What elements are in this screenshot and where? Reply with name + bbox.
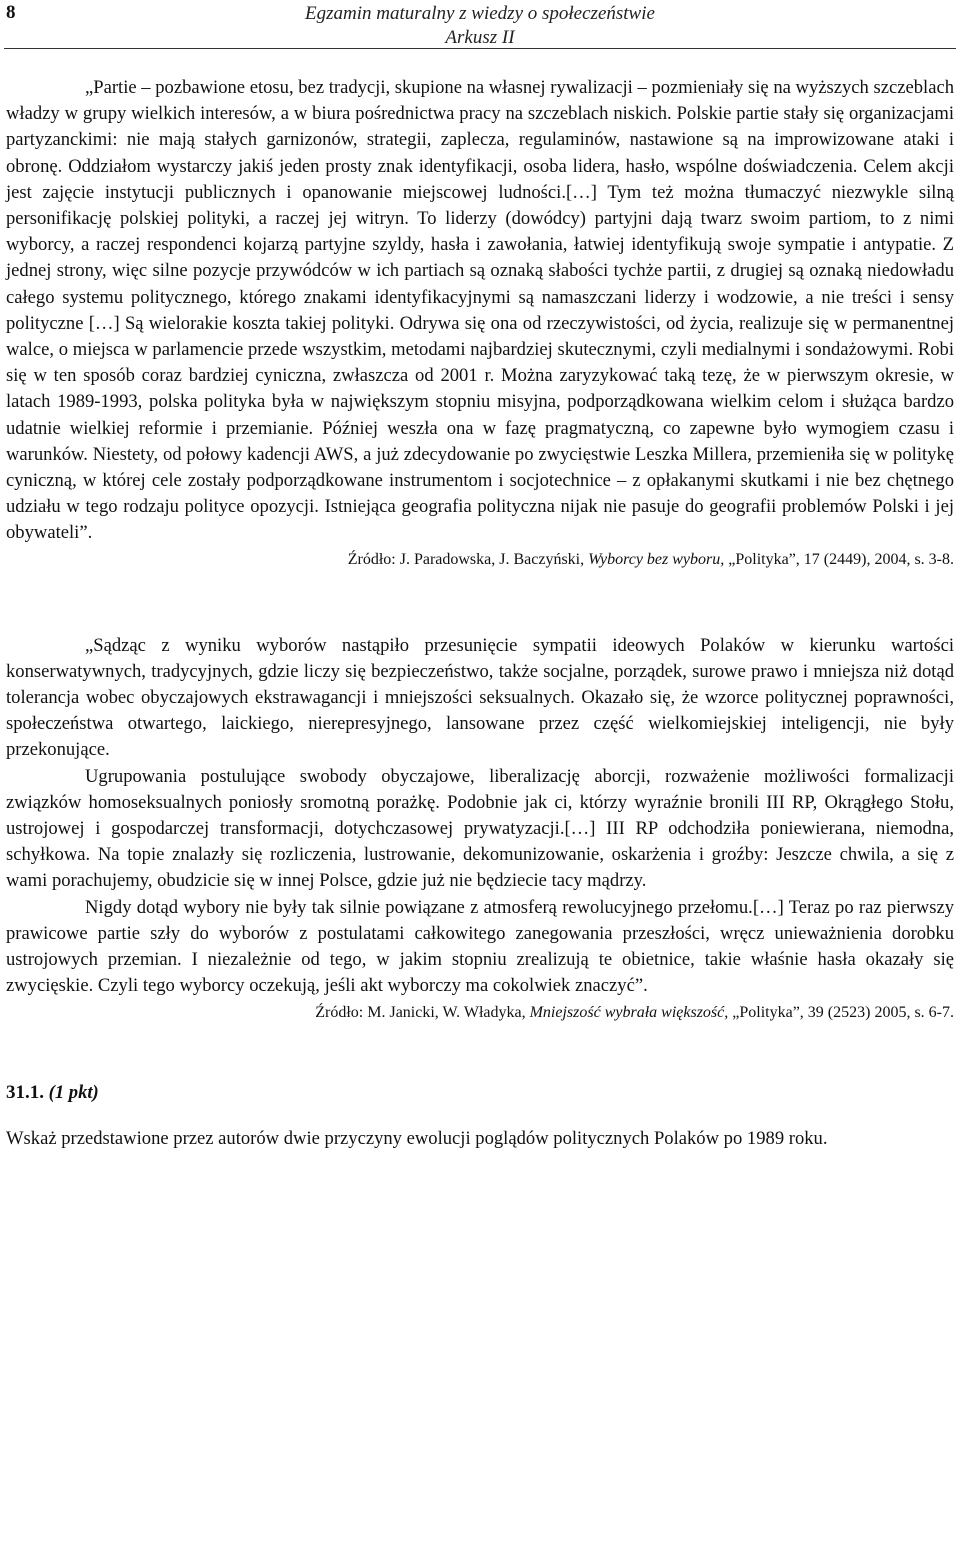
text2-paragraph-3: Nigdy dotąd wybory nie były tak silnie powiązane z atmosferą rewolucyjnego przełomu.[…] Teraz po raz pierwszy prawicowe partie szły do wyborów z postulatami całkowitego zanegowania przeszłości, wręcz unieważnienia dorobku ustrojowych przemian. I niezależnie od tego, w jakim stopniu zrealizują te obietnice, takie właśnie hasła okazały się zwycięskie. Czyli tego wyborcy oczekują, jeśli akt wyborczy ma cokolwiek znaczyć”.: [6, 896, 954, 997]
page-number: 8: [6, 2, 16, 23]
text2-source-prefix: Źródło: M. Janicki, W. Władyka,: [315, 1003, 530, 1021]
text2-source-suffix: „Polityka”, 39 (2523) 2005, s. 6-7.: [728, 1003, 954, 1021]
question-heading: [6, 1080, 954, 1106]
text1-source-prefix: Źródło: J. Paradowska, J. Baczyński,: [347, 550, 589, 568]
question-number: 31.1.: [6, 1081, 44, 1103]
question-text: Wskaż przedstawione przez autorów dwie przyczyny ewolucji poglądów politycznych Polaków po 1989 roku.: [6, 1127, 828, 1149]
text2-paragraph-1: „Sądząc z wyniku wyborów nastąpiło przesunięcie sympatii ideowych Polaków w kierunku wartości konserwatywnych, tradycyjnych, gdzie liczy się bezpieczeństwo, także socjalne, porządek, surowe prawo i mniejsza niż dotąd tolerancja wobec obyczajowych ekstrawagancji i mniejszości seksualnych. Okazało się, że wzorce politycznej poprawności, społeczeństwa otwartego, laickiego, nierepresyjnego, lansowane przez część wielkomiejskiej inteligencji, nie były przekonujące.: [6, 634, 954, 761]
question-points: (1 pkt): [48, 1081, 99, 1103]
text2-source-title: Mniejszość wybrała większość,: [529, 1003, 729, 1021]
text2-paragraph-2: Ugrupowania postulujące swobody obyczajowe, liberalizację aborcji, rozważenie możliwości formalizacji związków homoseksualnych poniosły sromotną porażkę. Podobnie jak ci, którzy wyraźnie bronili III RP, Okrągłego Stołu, ustrojowej i gospodarczej transformacji, dotychczasowej prywatyzacji.[…] III RP odchodziła poniewierana, niemodna, schyłkowa. Na topie znalazły się rozliczenia, lustrowanie, dekomunizowanie, oskarżenia i groźby: Jeszcze chwila, a się z wami porachujemy, obudzicie się w innej Polsce, gdzie już nie będziecie tacy mądrzy.: [6, 765, 954, 892]
page-content: [6, 75, 954, 1152]
text1-body: „Partie – pozbawione etosu, bez tradycji, skupione na własnej rywalizacji – pozmieniały się na wyższych szczeblach władzy w grupy wielkich interesów, a w biura pośrednictwa pracy na szczeblach niskich. Polskie partie stały się organizacjami partyzanckimi: nie mają stałych garnizonów, strategii, zaplecza, regulaminów, nastawione są na improwizowane ataki i obronę. Oddziałom wystarczy jakiś jeden prosty znak identyfikacji, osoba lidera, hasło, wspólne doświadczenia. Celem akcji jest zajęcie instytucji publicznych i opanowanie miejscowej ludności.[…] Tym też można tłumaczyć niezwykle silną personifikację polskiej polityki, a raczej jej witryn. To liderzy (dowódcy) partyjni dają twarz swoim partiom, to z nimi wyborcy, a raczej respondenci kojarzą partyjne szyldy, hasła i zawołania, łatwiej identyfikują swoje sympatie i antypatie. Z jednej strony, więc silne pozycje przywódców w ich partiach są oznaką słabości tychże partii, z drugiej są oznaką niedowładu całego systemu politycznego, którego znakami identyfikacyjnymi są namaszczani liderzy i wodzowie, a nie treści i sensy polityczne […] Są wielorakie koszta takiej polityki. Odrywa się ona od rzeczywistości, od życia, realizuje się w permanentnej walce, o miejsca w parlamencie przede wszystkim, metodami najbardziej skutecznymi, czyli medialnymi i sondażowymi. Robi się w ten sposób coraz bardziej cyniczna, zwłaszcza od 2001 r. Można zaryzykować taką tezę, że w pierwszym okresie, w latach 1989-1993, polska polityka była w największym stopniu misyjna, podporządkowana wielkim celom i służąca bardzo udatnie wielkiej reformie i przemianie. Później weszła ona w fazę pragmatyczną, co zapewne było wymogiem czasu i warunków. Niestety, od połowy kadencji AWS, a już zdecydowanie po zwycięstwie Leszka Millera, przemieniła się w politykę cyniczną, w której cele zostały podporządkowane instrumentom i socjotechnice – z opłakanymi skutkami i nie bez chętnego udziału w tego rodzaju polityce opozycji. Istniejąca geografia polityczna nijak nie pasuje do geografii problemów Polski i jej obywateli”.: [6, 77, 954, 544]
text2-source: [6, 1002, 954, 1024]
text1-source-suffix: „Polityka”, 17 (2449), 2004, s. 3-8.: [724, 550, 954, 568]
exam-title: [0, 2, 960, 50]
page-header: [0, 0, 960, 46]
text1-source: [6, 549, 954, 571]
exam-title-line1: Egzamin maturalny z wiedzy o społeczeństwie: [305, 3, 655, 24]
header-divider: [4, 48, 956, 49]
exam-title-line2: Arkusz II: [445, 27, 515, 48]
text1-source-title: Wyborcy bez wyboru,: [588, 550, 725, 568]
